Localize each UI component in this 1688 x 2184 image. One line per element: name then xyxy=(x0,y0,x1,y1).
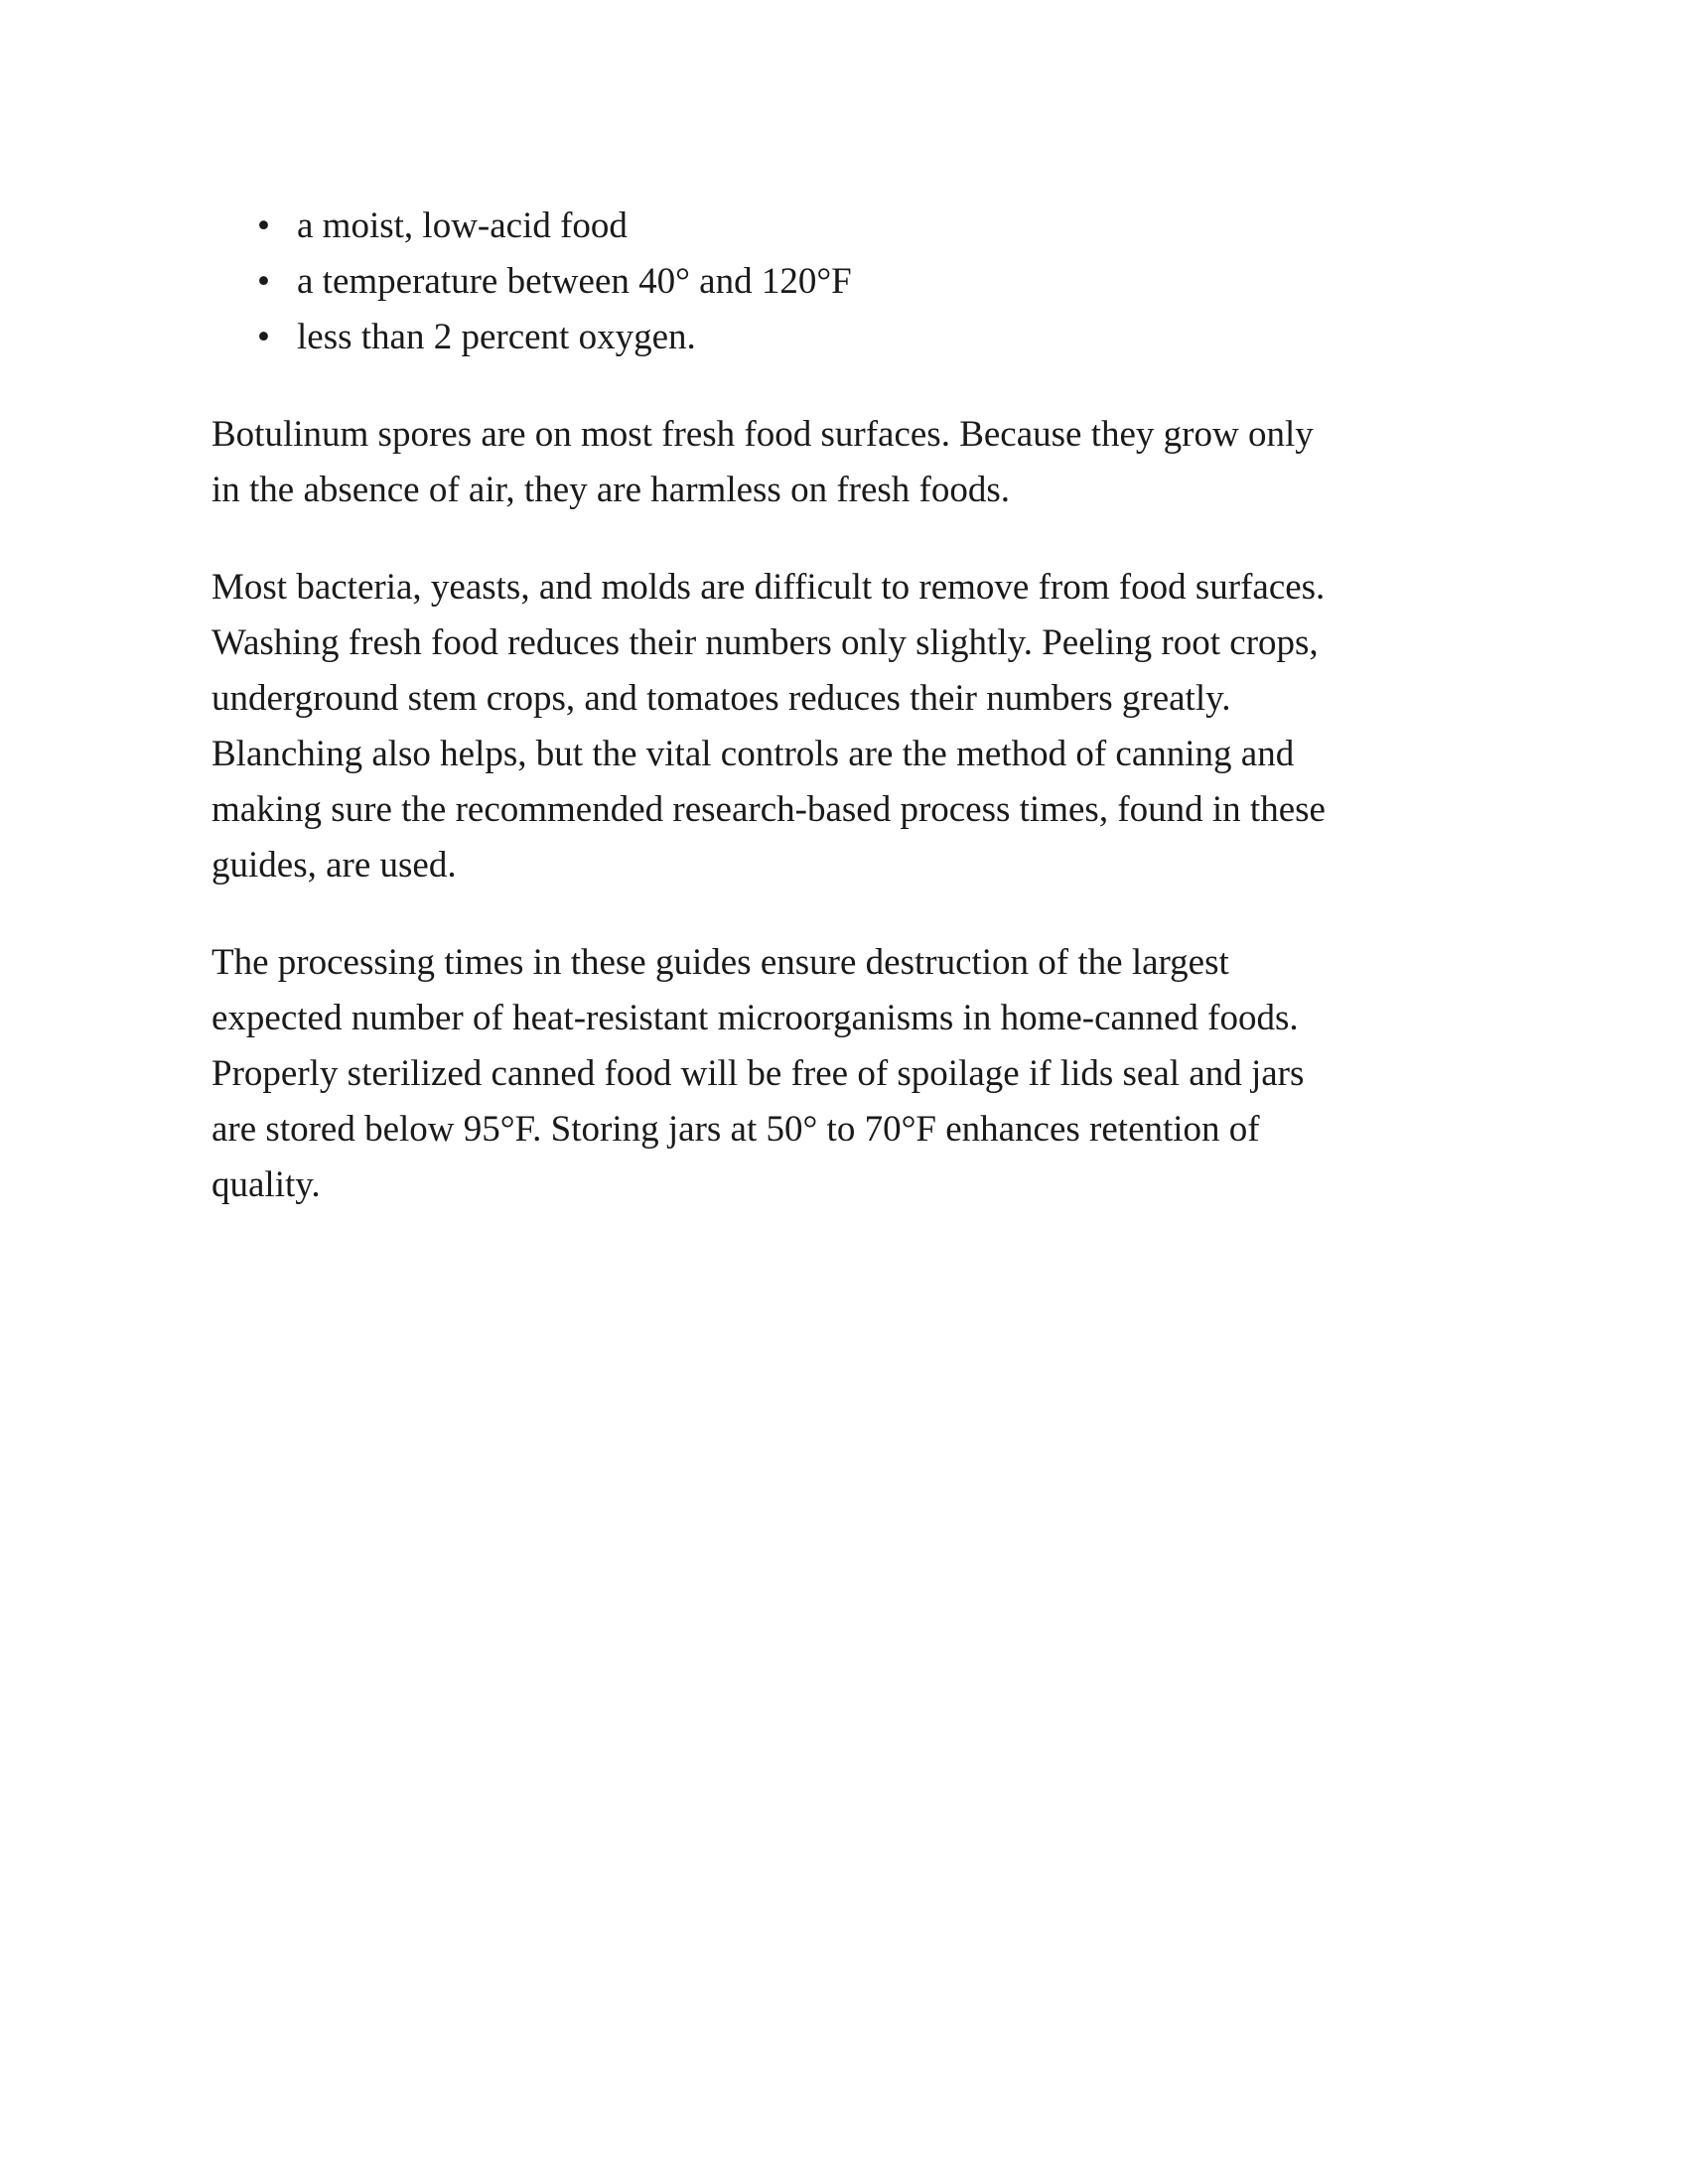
bullet-text: a temperature between 40° and 120°F xyxy=(297,261,852,302)
paragraph-line: Washing fresh food reduces their numbers only slightly. Peeling root crops, xyxy=(211,622,1319,663)
bullet-item xyxy=(211,254,1502,310)
paragraph-line: expected number of heat-resistant microorganisms in home-canned foods. xyxy=(211,998,1299,1038)
bullet-icon: • xyxy=(257,317,270,357)
paragraph-line: Properly sterilized canned food will be free of spoilage if lids seal and jars xyxy=(211,1053,1305,1094)
bullet-text: less than 2 percent oxygen. xyxy=(297,317,696,357)
paragraph-line: Botulinum spores are on most fresh food surfaces. Because they grow only xyxy=(211,414,1314,455)
conditions-bullet-list xyxy=(211,199,1502,365)
paragraph-line: making sure the recommended research-based process times, found in these xyxy=(211,789,1326,830)
paragraph-line: quality. xyxy=(211,1164,321,1205)
paragraph-processing-times xyxy=(211,935,1502,1213)
bullet-icon: • xyxy=(257,205,270,246)
paragraph-line: are stored below 95°F. Storing jars at 50° to 70°F enhances retention of xyxy=(211,1109,1260,1150)
page-content xyxy=(211,199,1502,1255)
paragraph-bacteria-removal xyxy=(211,560,1502,893)
paragraph-botulinum-spores xyxy=(211,407,1502,518)
paragraph-line: Blanching also helps, but the vital controls are the method of canning and xyxy=(211,734,1295,774)
bullet-icon: • xyxy=(257,261,270,302)
paragraph-line: in the absence of air, they are harmless on fresh foods. xyxy=(211,470,1011,510)
bullet-text: a moist, low-acid food xyxy=(297,205,628,246)
paragraph-line: Most bacteria, yeasts, and molds are difficult to remove from food surfaces. xyxy=(211,567,1326,608)
bullet-item xyxy=(211,199,1502,254)
paragraph-line: The processing times in these guides ensure destruction of the largest xyxy=(211,942,1229,983)
bullet-item xyxy=(211,310,1502,365)
paragraph-line: guides, are used. xyxy=(211,845,457,886)
paragraph-line: underground stem crops, and tomatoes reduces their numbers greatly. xyxy=(211,678,1231,719)
